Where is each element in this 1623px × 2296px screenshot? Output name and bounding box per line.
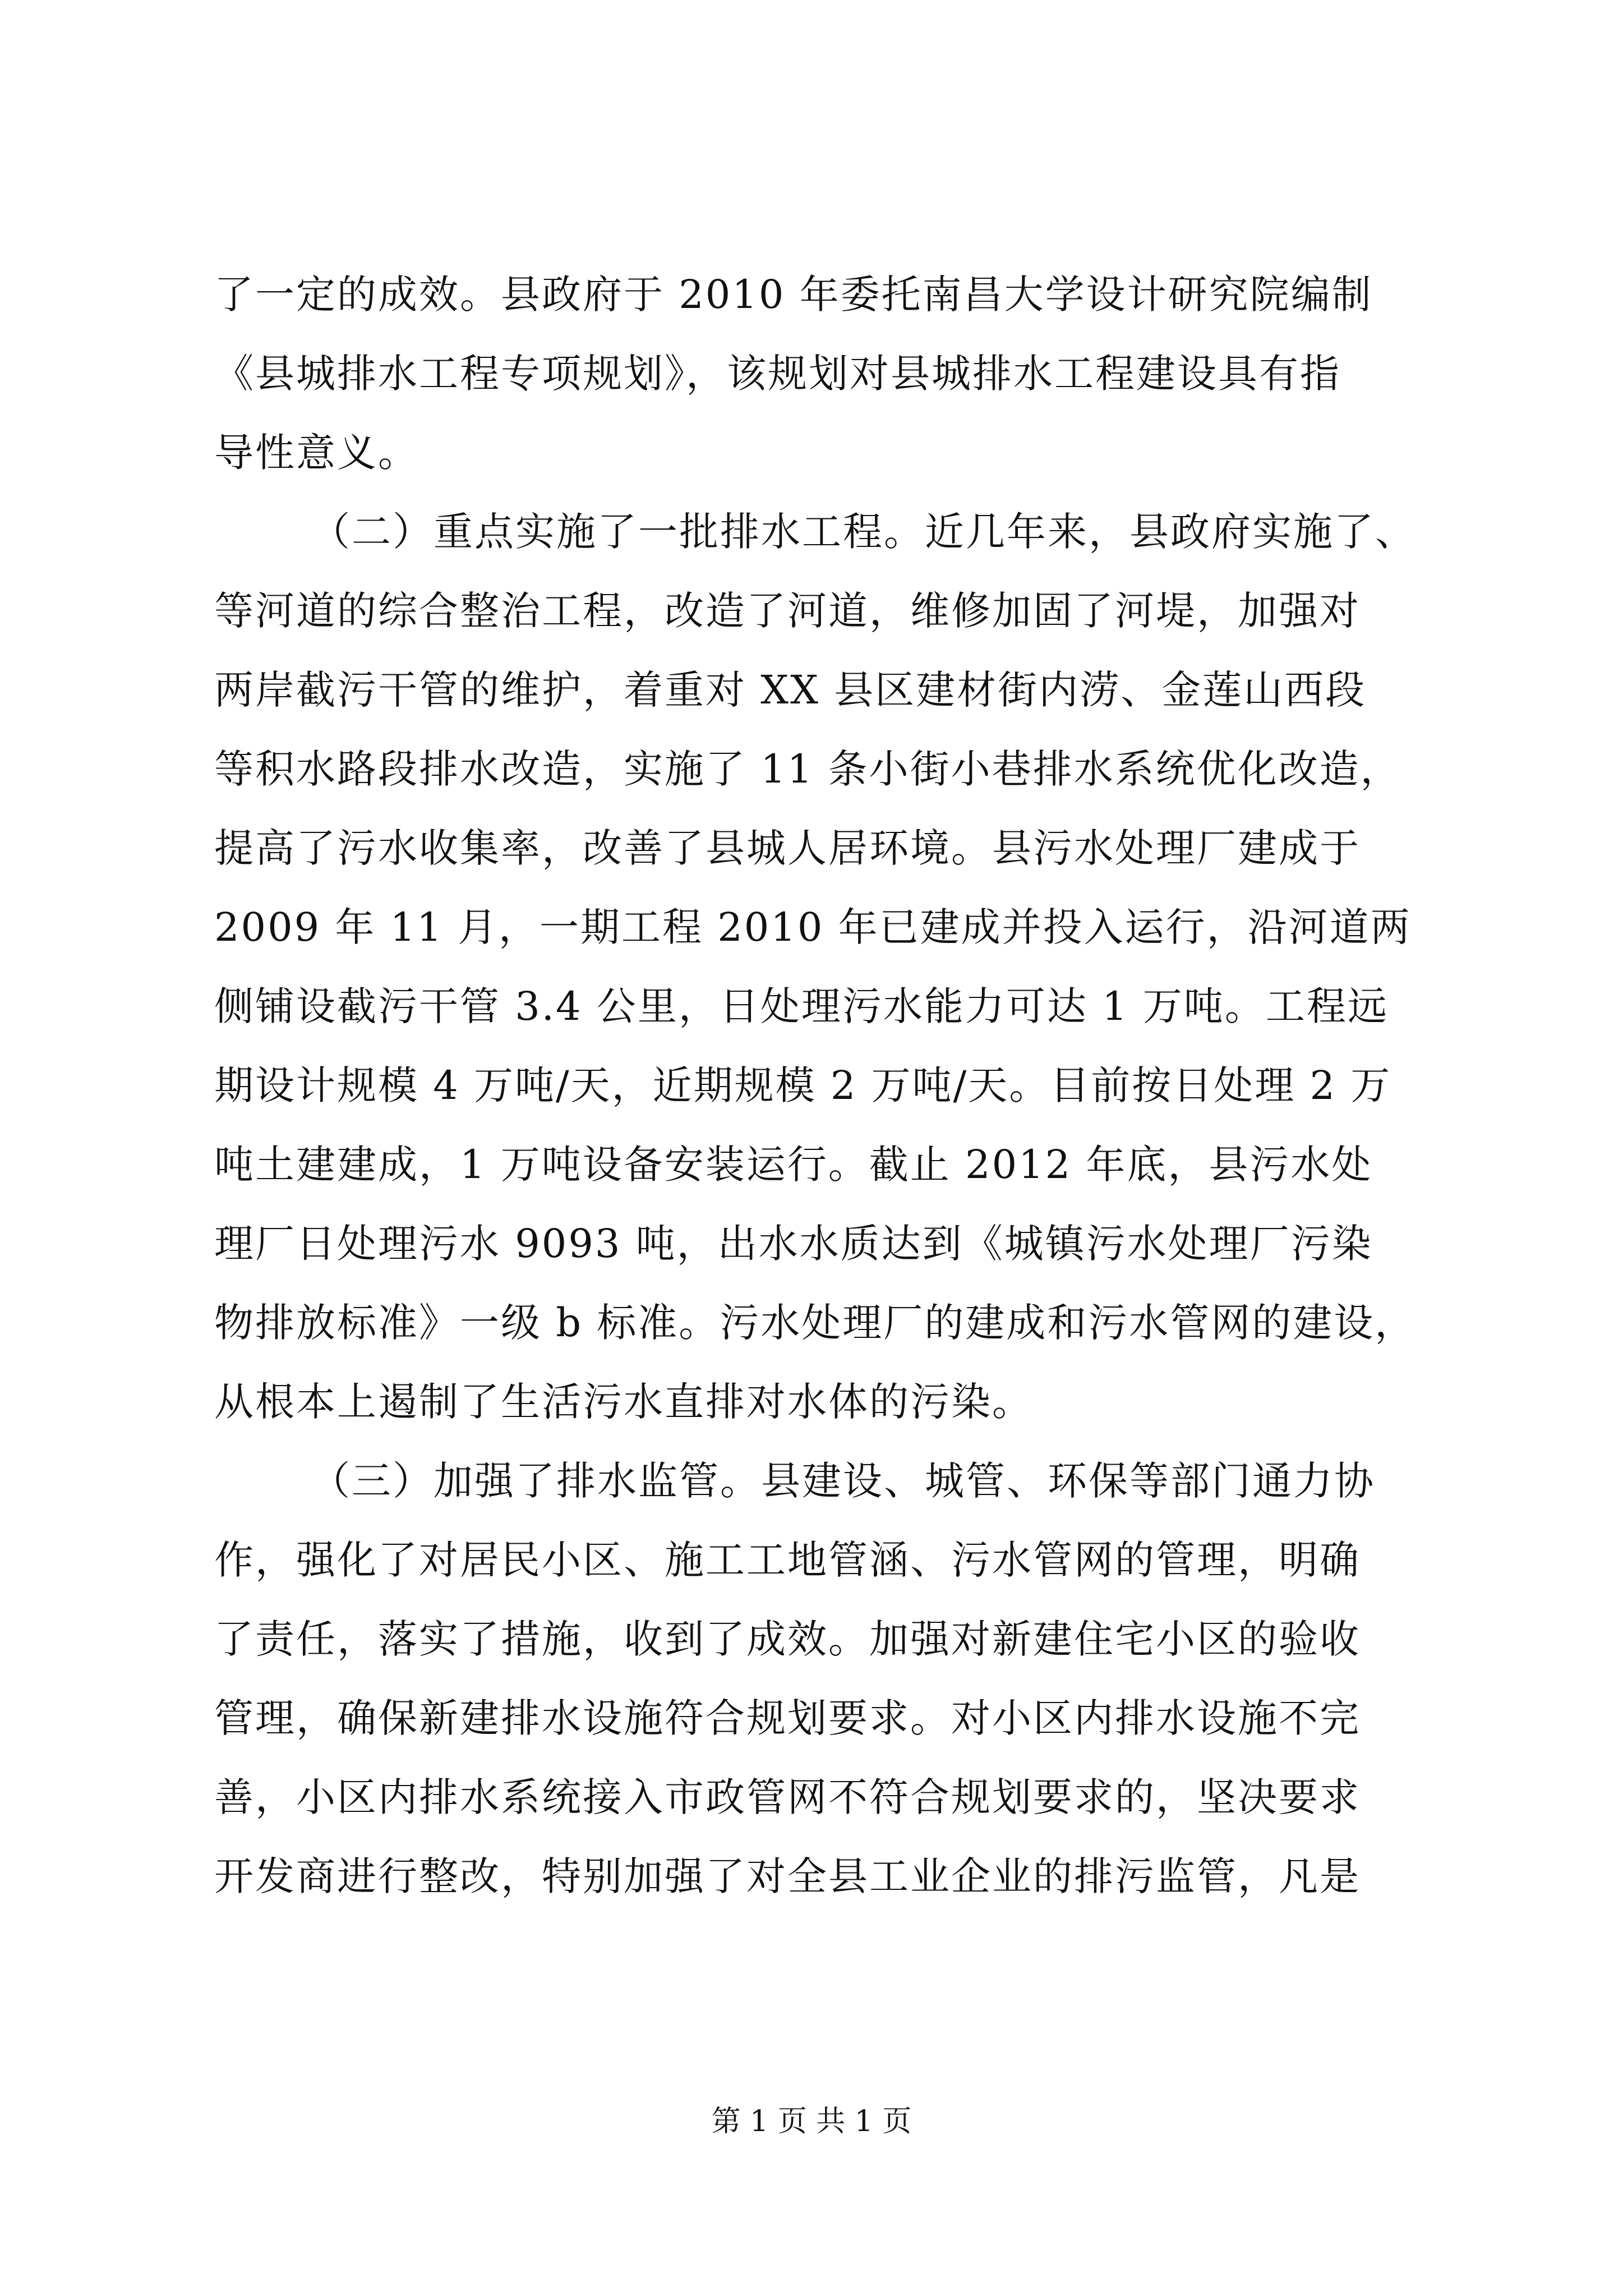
text-line: 提高了污水收集率，改善了县城人居环境。县污水处理厂建成于 — [214, 825, 1361, 871]
text-line: 作，强化了对居民小区、施工工地管涵、污水管网的管理，明确 — [214, 1537, 1361, 1583]
section-heading-line: （三）加强了排水监管。县建设、城管、环保等部门通力协 — [311, 1458, 1375, 1504]
text-line: 等河道的综合整治工程，改造了河道，维修加固了河堤，加强对 — [214, 588, 1361, 634]
page-number-footer: 第 1 页 共 1 页 — [711, 2105, 912, 2138]
text-line: 两岸截污干管的维护，着重对 XX 县区建材街内涝、金莲山西段 — [214, 667, 1367, 713]
text-line: 吨土建建成，1 万吨设备安装运行。截止 2012 年底，县污水处 — [214, 1142, 1373, 1188]
text-line: 期设计规模 4 万吨/天，近期规模 2 万吨/天。目前按日处理 2 万 — [214, 1062, 1392, 1108]
text-line: 了一定的成效。县政府于 2010 年委托南昌大学设计研究院编制 — [214, 272, 1373, 318]
text-line: 等积水路段排水改造，实施了 11 条小街小巷排水系统优化改造， — [214, 746, 1401, 792]
section-heading-line: （二）重点实施了一批排水工程。近几年来，县政府实施了、 — [311, 509, 1416, 555]
text-line: 管理，确保新建排水设施符合规划要求。对小区内排水设施不完 — [214, 1695, 1361, 1741]
text-line: 从根本上遏制了生活污水直排对水体的污染。 — [214, 1379, 1033, 1425]
text-line: 物排放标准》一级 b 标准。污水处理厂的建成和污水管网的建设， — [214, 1300, 1416, 1346]
text-line: 开发商进行整改，特别加强了对全县工业企业的排污监管，凡是 — [214, 1853, 1361, 1899]
text-line: 了责任，落实了措施，收到了成效。加强对新建住宅小区的验收 — [214, 1616, 1361, 1662]
body-text — [214, 255, 1416, 1916]
text-line: 理厂日处理污水 9093 吨，出水水质达到《城镇污水处理厂污染 — [214, 1221, 1373, 1267]
text-line: 侧铺设截污干管 3.4 公里，日处理污水能力可达 1 万吨。工程远 — [214, 983, 1389, 1029]
text-line: 导性意义。 — [214, 430, 419, 476]
text-line: 2009 年 11 月，一期工程 2010 年已建成并投入运行，沿河道两 — [214, 904, 1412, 950]
text-line: 《县城排水工程专项规划》，该规划对县城排水工程建设具有指 — [214, 351, 1341, 397]
text-line: 善，小区内排水系统接入市政管网不符合规划要求的，坚决要求 — [214, 1774, 1361, 1820]
